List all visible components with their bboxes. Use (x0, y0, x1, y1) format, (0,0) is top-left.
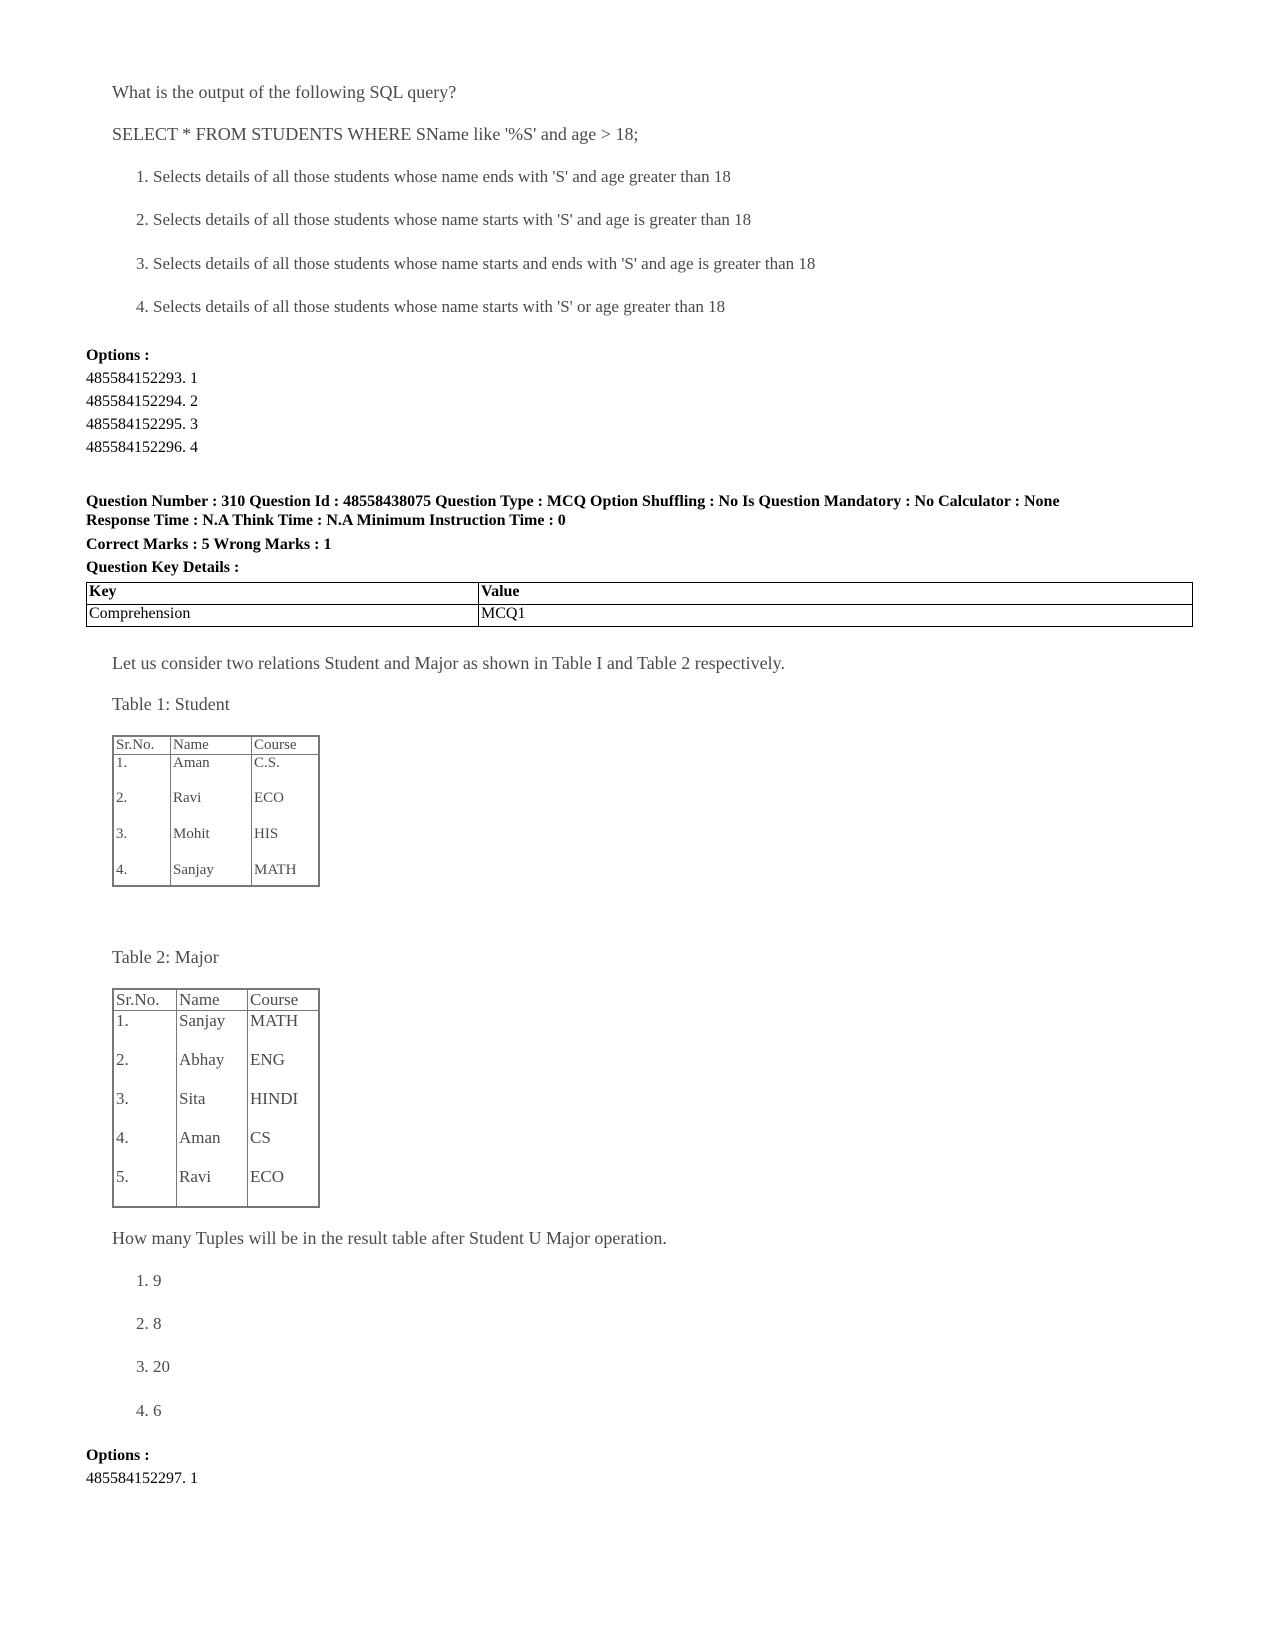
q2-choice-1: 1. 9 (136, 1271, 162, 1290)
major-row (113, 1089, 319, 1128)
q1-sql-query: SELECT * FROM STUDENTS WHERE SName like '%S' and age > 18; (112, 124, 639, 144)
value-header-cell: Value (479, 583, 1193, 605)
major-header-name: Name (177, 989, 248, 1011)
major-srno: 2. (113, 1050, 177, 1089)
q1-option-4: 485584152296. 4 (86, 439, 198, 456)
major-course: MATH (248, 1011, 320, 1050)
key-header-cell: Key (87, 583, 479, 605)
q1-option-1: 485584152293. 1 (86, 370, 198, 387)
q2-intro: Let us consider two relations Student and Major as shown in Table I and Table 2 respectively. (112, 653, 785, 673)
major-srno: 3. (113, 1089, 177, 1128)
q2-option-1: 485584152297. 1 (86, 1470, 198, 1487)
major-name: Abhay (177, 1050, 248, 1089)
major-srno: 1. (113, 1011, 177, 1050)
student-course: C.S. (252, 755, 320, 790)
student-name: Sanjay (171, 862, 252, 886)
major-row (113, 1167, 319, 1207)
student-row (113, 755, 319, 790)
major-table (112, 988, 320, 1208)
student-header-name: Name (171, 736, 252, 755)
student-header-srno: Sr.No. (113, 736, 171, 755)
q2-choice-4: 4. 6 (136, 1401, 162, 1420)
major-course: CS (248, 1128, 320, 1167)
student-row (113, 826, 319, 862)
student-header-course: Course (252, 736, 320, 755)
major-header-course: Course (248, 989, 320, 1011)
major-srno: 5. (113, 1167, 177, 1207)
student-table (112, 735, 320, 887)
q2-meta-line2: Response Time : N.A Think Time : N.A Minimum Instruction Time : 0 (86, 512, 566, 529)
student-course: HIS (252, 826, 320, 862)
major-row (113, 1050, 319, 1089)
major-course: ECO (248, 1167, 320, 1207)
student-row (113, 862, 319, 886)
major-course: ENG (248, 1050, 320, 1089)
key-table-header-row (87, 583, 1193, 605)
major-table-header (113, 989, 319, 1011)
key-table-row (87, 605, 1193, 627)
major-row (113, 1011, 319, 1050)
student-name: Ravi (171, 790, 252, 826)
major-name: Ravi (177, 1167, 248, 1207)
student-name: Aman (171, 755, 252, 790)
q1-option-3: 485584152295. 3 (86, 416, 198, 433)
student-course: MATH (252, 862, 320, 886)
q2-choice-3: 3. 20 (136, 1357, 170, 1376)
q2-meta-line1: Question Number : 310 Question Id : 48558438075 Question Type : MCQ Option Shuffling : No Is Question Mandatory : No Calculator : None (86, 493, 1060, 510)
q1-choice-1: 1. Selects details of all those students whose name ends with 'S' and age greater than 18 (136, 167, 731, 186)
major-header-srno: Sr.No. (113, 989, 177, 1011)
q1-choice-3: 3. Selects details of all those students whose name starts and ends with 'S' and age is greater than 18 (136, 254, 816, 273)
q1-choice-4: 4. Selects details of all those students whose name starts with 'S' or age greater than 18 (136, 297, 726, 316)
q2-question: How many Tuples will be in the result table after Student U Major operation. (112, 1228, 667, 1248)
major-name: Sita (177, 1089, 248, 1128)
student-table-header (113, 736, 319, 755)
q2-options-label: Options : (86, 1447, 150, 1464)
student-course: ECO (252, 790, 320, 826)
major-srno: 4. (113, 1128, 177, 1167)
student-srno: 2. (113, 790, 171, 826)
student-row (113, 790, 319, 826)
major-row (113, 1128, 319, 1167)
major-name: Sanjay (177, 1011, 248, 1050)
q1-options-label: Options : (86, 347, 150, 364)
q1-prompt: What is the output of the following SQL query? (112, 82, 457, 102)
key-cell: Comprehension (87, 605, 479, 627)
question-key-table (86, 582, 1193, 627)
major-course: HINDI (248, 1089, 320, 1128)
student-name: Mohit (171, 826, 252, 862)
q2-key-details-label: Question Key Details : (86, 559, 240, 576)
value-cell: MCQ1 (479, 605, 1193, 627)
table1-title: Table 1: Student (112, 694, 230, 714)
q2-choice-2: 2. 8 (136, 1314, 162, 1333)
student-srno: 4. (113, 862, 171, 886)
major-name: Aman (177, 1128, 248, 1167)
q1-option-2: 485584152294. 2 (86, 393, 198, 410)
student-srno: 1. (113, 755, 171, 790)
q1-choice-2: 2. Selects details of all those students whose name starts with 'S' and age is greater than 18 (136, 210, 752, 229)
q2-marks: Correct Marks : 5 Wrong Marks : 1 (86, 536, 332, 553)
table2-title: Table 2: Major (112, 947, 219, 967)
student-srno: 3. (113, 826, 171, 862)
